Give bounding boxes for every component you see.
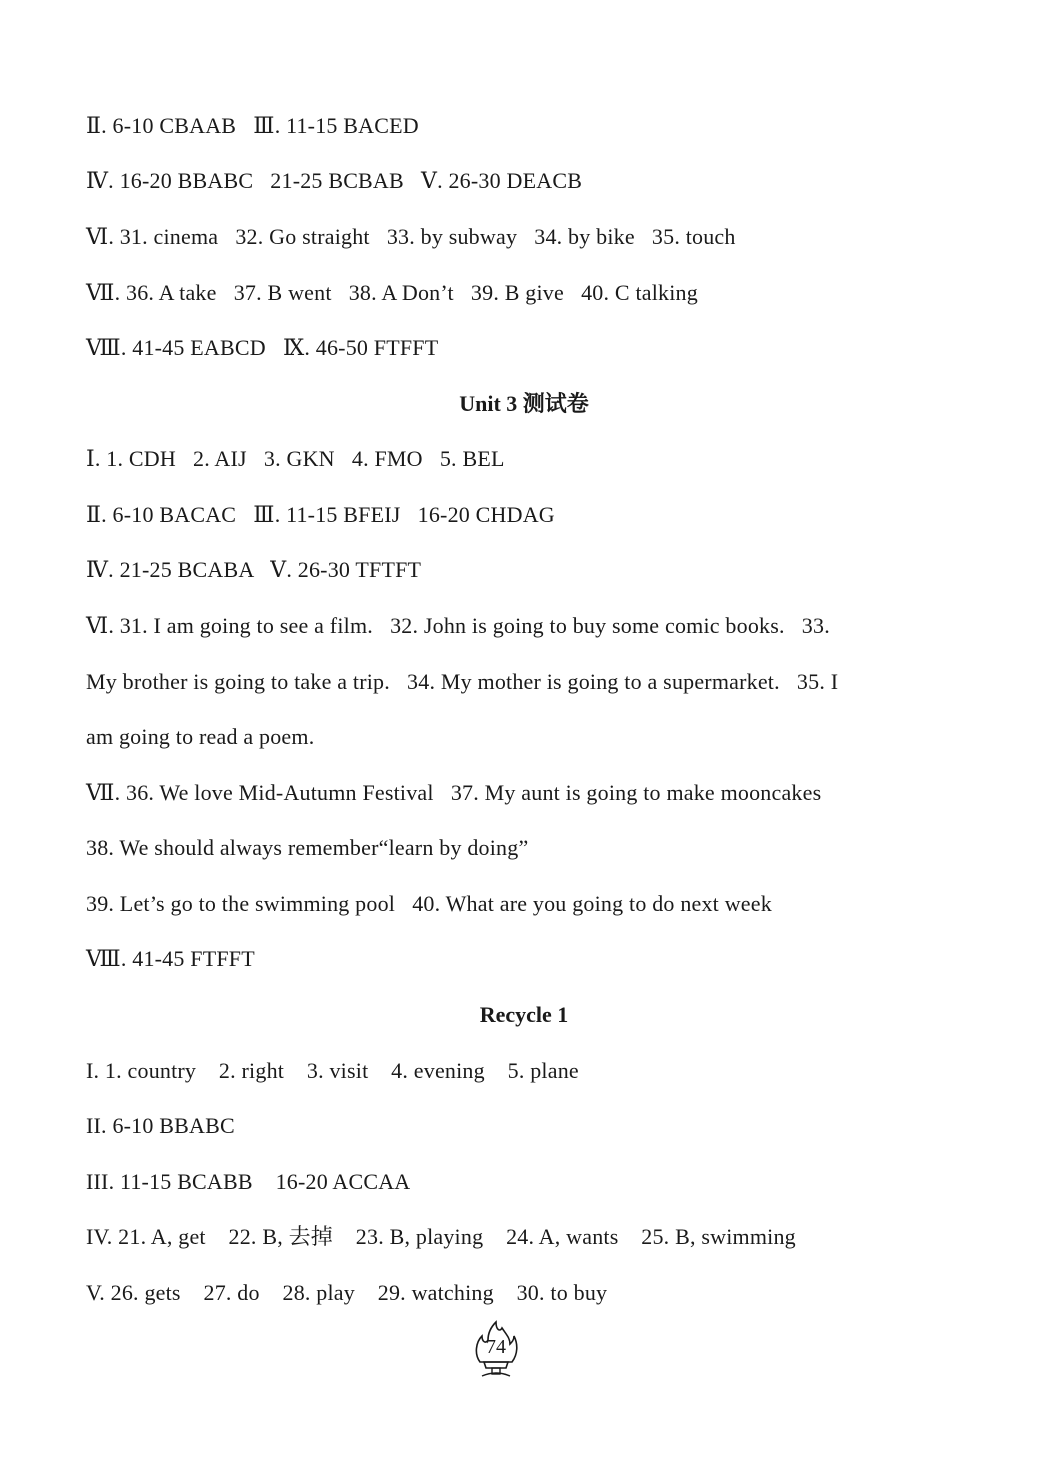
answer-line: Ⅷ. 41-45 FTFFT xyxy=(86,946,255,971)
section-heading-recycle1: Recycle 1 xyxy=(479,1002,569,1027)
answer-line: My brother is going to take a trip. 34. My mother is going to a supermarket. 35. I xyxy=(86,669,839,694)
answer-line: I. 1. country 2. right 3. visit 4. evening 5. plane xyxy=(86,1058,579,1083)
answer-line: III. 11-15 BCABB 16-20 ACCAA xyxy=(86,1169,411,1194)
answer-line: II. 6-10 BBABC xyxy=(86,1113,235,1138)
answer-line: Ⅰ. 1. CDH 2. AIJ 3. GKN 4. FMO 5. BEL xyxy=(86,446,505,471)
answer-line: Ⅶ. 36. A take 37. B went 38. A Don’t 39. B give 40. C talking xyxy=(86,280,698,305)
answer-line: 39. Let’s go to the swimming pool 40. What are you going to do next week xyxy=(86,891,772,916)
answer-line: Ⅵ. 31. cinema 32. Go straight 33. by subway 34. by bike 35. touch xyxy=(86,224,736,249)
answer-line: Ⅶ. 36. We love Mid-Autumn Festival 37. My aunt is going to make mooncakes xyxy=(86,780,822,805)
answer-line: Ⅳ. 16-20 BBABC 21-25 BCBAB Ⅴ. 26-30 DEACB xyxy=(86,168,583,193)
answer-line: Ⅱ. 6-10 BACAC Ⅲ. 11-15 BFEIJ 16-20 CHDAG xyxy=(86,502,555,527)
page-number-badge xyxy=(466,1318,526,1384)
answer-line: am going to read a poem. xyxy=(86,724,315,749)
answer-line: Ⅵ. 31. I am going to see a film. 32. John is going to buy some comic books. 33. xyxy=(86,613,830,638)
answer-line: V. 26. gets 27. do 28. play 29. watching 30. to buy xyxy=(86,1280,608,1305)
answer-line: Ⅷ. 41-45 EABCD Ⅸ. 46-50 FTFFT xyxy=(86,335,439,360)
answer-line: Ⅳ. 21-25 BCABA Ⅴ. 26-30 TFTFT xyxy=(86,557,422,582)
answer-line: Ⅱ. 6-10 CBAAB Ⅲ. 11-15 BACED xyxy=(86,113,419,138)
section-heading-unit3: Unit 3 测试卷 xyxy=(459,391,589,416)
answer-line: IV. 21. A, get 22. B, 去掉 23. B, playing 24. A, wants 25. B, swimming xyxy=(86,1224,796,1249)
answer-line: 38. We should always remember“learn by doing” xyxy=(86,835,529,860)
page-number: 74 xyxy=(486,1336,506,1358)
